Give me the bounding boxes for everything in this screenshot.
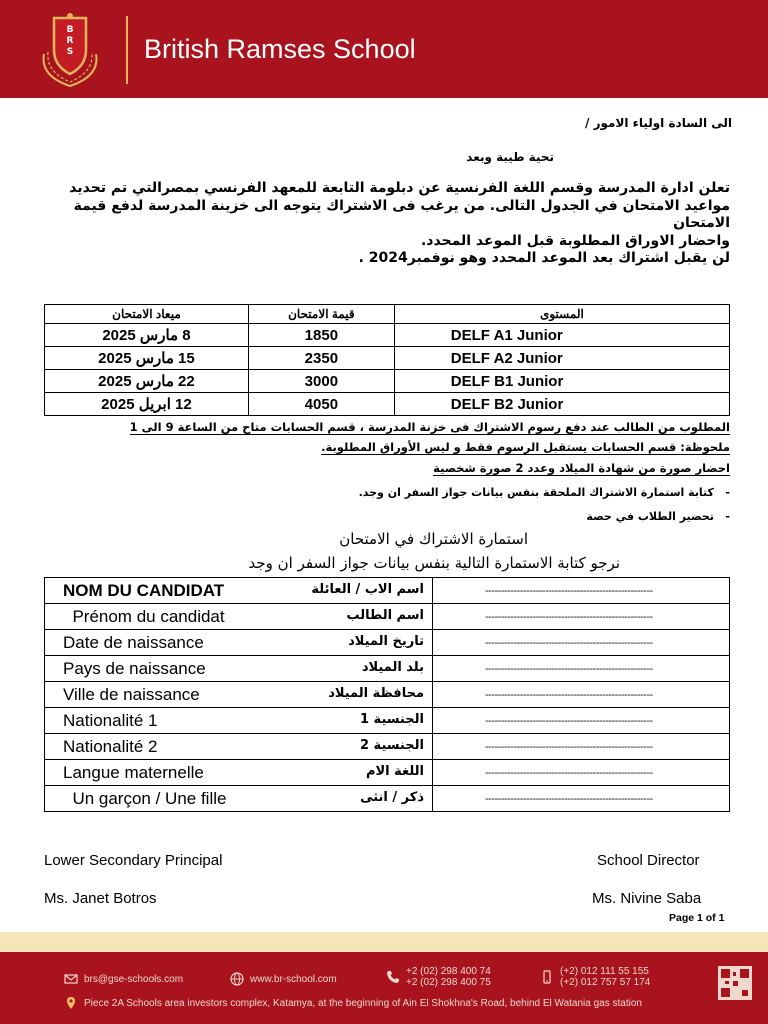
exam-date: 22 مارس 2025 [45,370,249,393]
exam-fee: 4050 [248,393,394,416]
payment-note-text: المطلوب من الطالب عند دفع رسوم الاشتراك فى خزنة المدرسة ، قسم الحسابات متاح من الساعة 9 الى 1 [129,420,730,434]
letter-paragraph: لن يقبل اشتراك بعد الموعد المحدد وهو نوفمبر2024 . [358,250,730,266]
form-fill-line[interactable]: ----------------------------------------------------- [433,682,730,708]
exam-level: DELF A2 Junior [394,347,729,370]
school-crest-icon [30,10,110,90]
svg-text:B: B [66,25,74,35]
form-row [45,604,730,630]
exam-date: 15 مارس 2025 [45,347,249,370]
footer-mobile [540,966,650,988]
footer-bar [0,952,768,1024]
form-label-cell [45,604,433,630]
header-divider [126,16,128,84]
table-row [45,370,730,393]
letter-paragraph: واحضار الاوراق المطلوبة قبل الموعد المحدد. [420,232,730,249]
arabic-label: محافظة الميلاد [328,686,424,701]
footer-website-text: www.br-school.com [250,973,337,985]
arabic-label: الجنسية 2 [359,738,424,753]
phone-icon [386,970,400,984]
french-label: Un garçon / Une fille [63,788,227,808]
bullet-text: كتابة استمارة الاشتراك الملحقة بنفس بيانات جواز السفر ان وجد. [358,486,714,499]
form-row [45,682,730,708]
french-label: Langue maternelle [63,762,204,782]
page-number: Page 1 of 1 [669,912,725,924]
payment-note [30,420,730,434]
exam-level: DELF B2 Junior [394,393,729,416]
table-row [45,393,730,416]
letter-salutation: الى السادة اولياء الامور / [585,116,732,130]
table-row [45,324,730,347]
mobile-numbers [560,966,650,988]
mobile-number: (+2) 012 757 57 174 [560,977,651,988]
exam-fee: 2350 [248,347,394,370]
bullet-item: - تحضير الطلاب في حصة [586,510,730,523]
french-label: Prénom du candidat [63,606,225,626]
phone-number: +2 (02) 298 400 75 [406,977,491,988]
exam-level: DELF A1 Junior [394,324,729,347]
exam-date: 8 مارس 2025 [45,324,249,347]
exam-date: 12 ابريل 2025 [45,393,249,416]
mobile-number: (+2) 012 111 55 155 [560,966,649,977]
arabic-label: بلد الميلاد [361,660,424,675]
form-fill-line[interactable]: ----------------------------------------------------- [433,760,730,786]
french-label: Nationalité 1 [63,710,158,730]
director-title: School Director [597,852,700,869]
form-fill-line[interactable]: ----------------------------------------------------- [433,656,730,682]
arabic-label: ذكر / انثى [360,790,424,805]
form-fill-line[interactable]: ----------------------------------------------------- [433,734,730,760]
location-pin-icon [64,996,78,1010]
bullet-text: تحضير الطلاب في حصة [586,510,714,523]
form-row [45,656,730,682]
footer-phone [386,966,491,988]
footer-address [64,996,642,1010]
form-row [45,708,730,734]
french-label: NOM DU CANDIDAT [63,580,225,600]
mail-icon [64,972,78,986]
table-header-row [45,305,730,324]
form-label-cell [45,656,433,682]
form-row [45,630,730,656]
french-label: Nationalité 2 [63,736,158,756]
footer-email-text: brs@gse-schools.com [84,973,184,985]
table-row [45,347,730,370]
form-row [45,786,730,812]
form-label-cell [45,786,433,812]
column-header-level: المستوى [394,305,729,324]
french-label: Date de naissance [63,632,204,652]
svg-text:R: R [66,36,74,46]
form-fill-line[interactable]: ----------------------------------------------------- [433,708,730,734]
arabic-label: الجنسية 1 [359,712,424,727]
footer-email[interactable] [64,972,183,986]
exam-level: DELF B1 Junior [394,370,729,393]
documents-note [30,461,730,475]
header-bar [0,0,768,98]
form-row [45,734,730,760]
form-subtitle: نرجو كتابة الاستمارة التالية بنفس بيانات جواز السفر ان وجد [248,554,620,572]
phone-numbers [406,966,491,988]
form-fill-line[interactable]: ----------------------------------------------------- [433,578,730,604]
arabic-label: تاريخ الميلاد [348,634,424,649]
exam-fee: 1850 [248,324,394,347]
form-label-cell [45,682,433,708]
phone-number: +2 (02) 298 400 74 [406,966,491,977]
form-fill-line[interactable]: ----------------------------------------------------- [433,604,730,630]
registration-form-table [44,577,730,812]
form-label-cell [45,760,433,786]
footer-website[interactable] [230,972,337,986]
letter-paragraph: تعلن ادارة المدرسة وقسم اللغة الفرنسية عن دبلومة التابعة للمعهد الفرنسي بمصرالتي تم تحديد [69,180,730,196]
principal-title: Lower Secondary Principal [44,852,223,869]
school-name: British Ramses School [144,34,416,64]
french-label: Pays de naissance [63,658,206,678]
footer-address-text: Piece 2A Schools area investors complex, Katamya, at the beginning of Ain El Shokhna's Road, behind El Watania gas station [84,997,642,1009]
exam-fee: 3000 [248,370,394,393]
column-header-fee: قيمة الامتحان [248,305,394,324]
form-row [45,578,730,604]
exam-schedule-table [44,304,730,416]
director-name: Ms. Nivine Saba [592,890,702,907]
mobile-icon [540,970,554,984]
accounts-note-text: ملحوظة: قسم الحسابات يستقبل الرسوم فقط و ليس الأوراق المطلوبة. [321,440,730,454]
principal-name: Ms. Janet Botros [44,890,157,907]
accounts-note [30,440,730,454]
svg-text:S: S [66,47,74,57]
form-row [45,760,730,786]
footer-stripe [0,932,768,952]
letter-greeting: تحية طيبة وبعد [466,150,554,164]
french-label: Ville de naissance [63,684,200,704]
arabic-label: اسم الاب / العائلة [311,582,424,597]
globe-icon [230,972,244,986]
form-fill-line[interactable]: ----------------------------------------------------- [433,786,730,812]
letter-body [40,180,730,268]
documents-note-text: احضار صورة من شهادة الميلاد وعدد 2 صورة شخصية [433,461,730,475]
form-label-cell [45,734,433,760]
form-label-cell [45,630,433,656]
arabic-label: اللغة الام [365,764,424,779]
form-title: استمارة الاشتراك في الامتحان [339,530,528,548]
letter-paragraph: مواعيد الامتحان في الجدول التالى. من يرغب فى الاشتراك يتوجه الى خزينة المدرسة لدفع قيمة الامتحان [73,197,730,231]
form-fill-line[interactable]: ----------------------------------------------------- [433,630,730,656]
bullet-item: - كتابة استمارة الاشتراك الملحقة بنفس بيانات جواز السفر ان وجد. [358,486,730,499]
qr-code-icon [718,966,752,1000]
column-header-date: ميعاد الامتحان [45,305,249,324]
arabic-label: اسم الطالب [346,608,424,623]
form-label-cell [45,578,433,604]
form-label-cell [45,708,433,734]
